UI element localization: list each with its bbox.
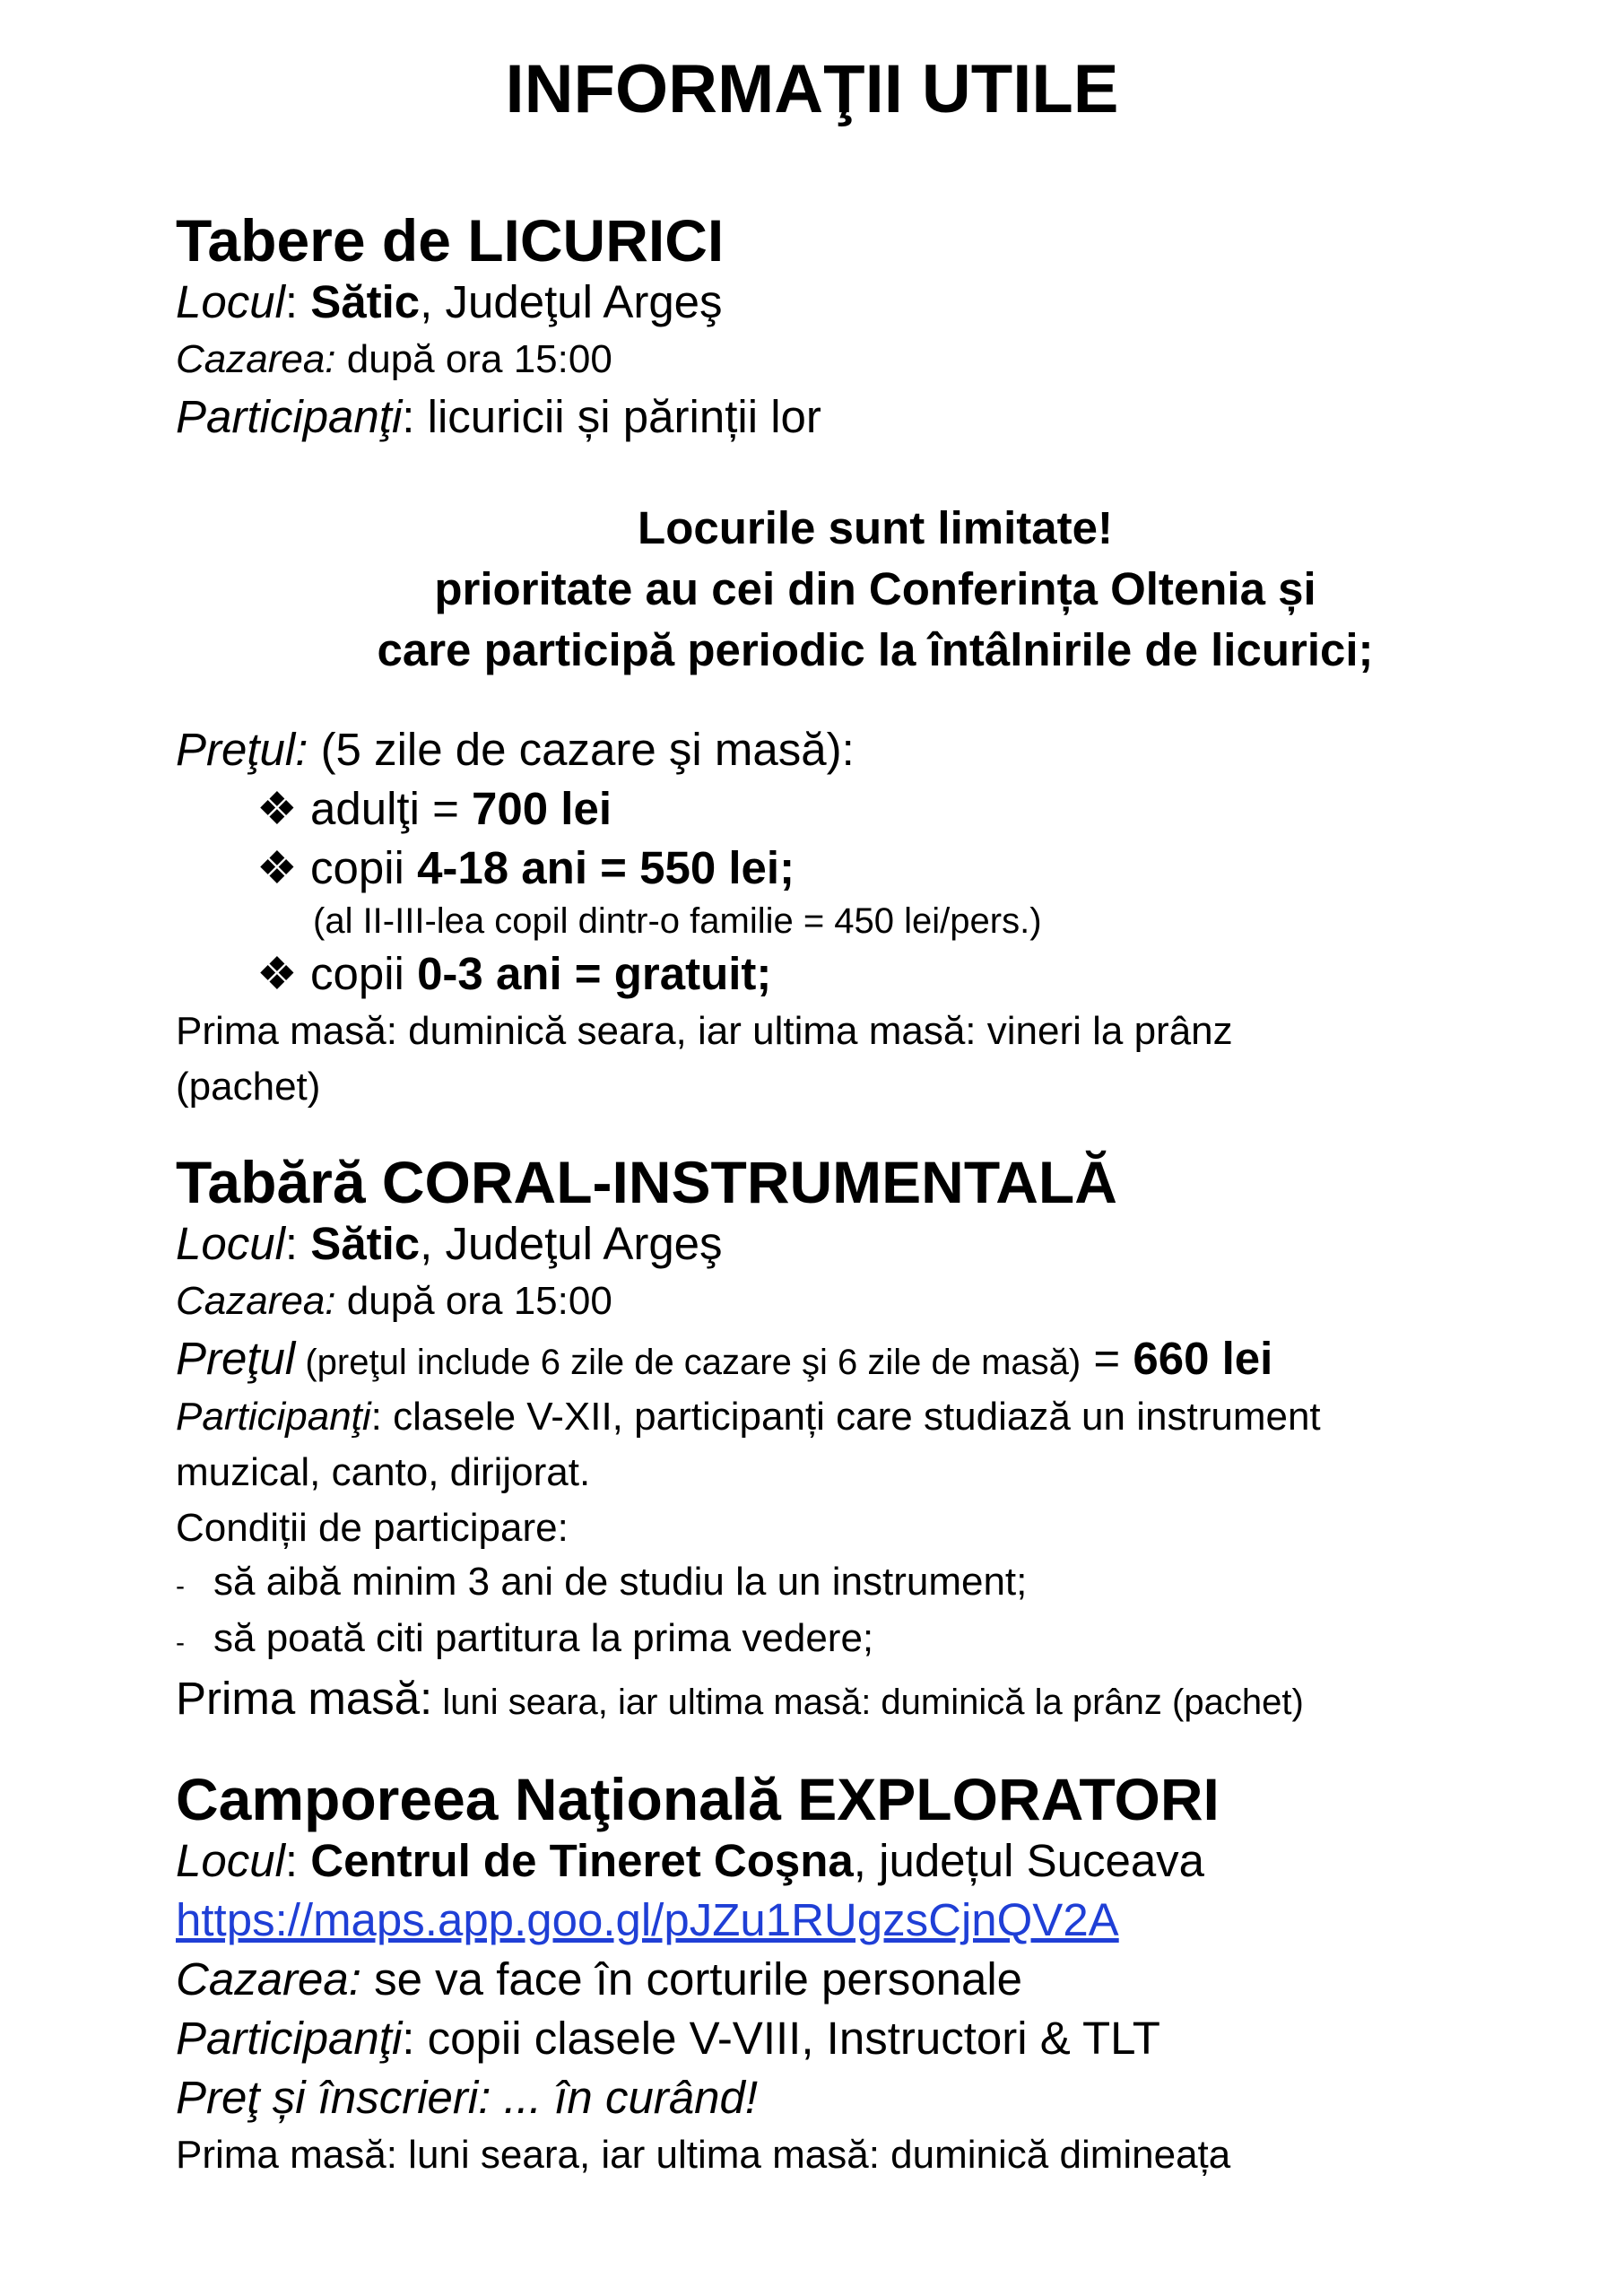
meals-line-continued: (pachet): [176, 1065, 321, 1109]
section-heading: Tabără CORAL-INSTRUMENTALĂ: [176, 1149, 1117, 1215]
condition-item: - să poată citi partitura la prima vedere;: [176, 1613, 1575, 1669]
notice-block: [176, 498, 1575, 681]
meals-line: Prima masă: luni seara, iar ultima masă: duminică dimineața: [176, 2133, 1231, 2177]
notice-line: prioritate au cei din Conferința Oltenia și: [434, 563, 1316, 614]
section-heading: Tabere de LICURICI: [176, 207, 725, 274]
accommodation-line: Cazarea: se va face în corturile personale: [176, 1953, 1023, 2005]
section-camporee: [176, 1767, 1575, 2183]
price-item-adults: ❖ adulţi = 700 lei: [176, 779, 1575, 839]
location-line: Locul: Sătic, Judeţul Argeş: [176, 276, 723, 327]
page-title: INFORMAŢII UTILE: [505, 51, 1119, 127]
diamond-bullet-icon: ❖: [256, 842, 298, 893]
meals-line: Prima masă: luni seara, iar ultima masă: duminică la prânz (pachet): [176, 1673, 1304, 1724]
participants-line: Participanţi: copii clasele V-VIII, Instructori & TLT: [176, 2013, 1160, 2064]
price-item-children-4-18: ❖ copii 4-18 ani = 550 lei;: [176, 839, 1575, 898]
maps-link[interactable]: https://maps.app.goo.gl/pJZu1RUgzsCjnQV2A: [176, 1894, 1119, 1945]
participants-line-continued: muzical, canto, dirijorat.: [176, 1450, 591, 1494]
conditions-label: Condiții de participare:: [176, 1506, 569, 1550]
diamond-bullet-icon: ❖: [256, 948, 298, 999]
price-line: Preţul: (5 zile de cazare şi masă):: [176, 724, 855, 775]
section-heading: Camporeea Naţională EXPLORATORI: [176, 1766, 1220, 1832]
price-line: Preţul (preţul include 6 zile de cazare şi 6 zile de masă) = 660 lei: [176, 1333, 1273, 1384]
participants-line: Participanţi: clasele V-XII, participanți care studiază un instrument: [176, 1395, 1321, 1439]
section-licurici: [176, 208, 1575, 447]
dash-bullet-icon: -: [176, 1628, 185, 1657]
location-line: Locul: Centrul de Tineret Coşna, județul Suceava: [176, 1835, 1205, 1886]
price-line: Preţ și înscrieri: ... în curând!: [176, 2072, 759, 2123]
diamond-bullet-icon: ❖: [256, 783, 298, 834]
accommodation-line: Cazarea: după ora 15:00: [176, 337, 612, 381]
accommodation-line: Cazarea: după ora 15:00: [176, 1279, 612, 1323]
participants-line: Participanţi: licuricii și părinții lor: [176, 391, 821, 442]
price-note: (al II-III-lea copil dintr-o familie = 450 lei/pers.): [313, 901, 1042, 941]
price-item-children-0-3: ❖ copii 0-3 ani = gratuit;: [176, 944, 1575, 1004]
condition-item: - să aibă minim 3 ani de studiu la un instrument;: [176, 1556, 1575, 1613]
dash-bullet-icon: -: [176, 1571, 185, 1601]
meals-line: Prima masă: duminică seara, iar ultima masă: vineri la prânz: [176, 1009, 1233, 1053]
price-block-licurici: [176, 720, 1575, 1115]
location-line: Locul: Sătic, Judeţul Argeş: [176, 1218, 723, 1269]
notice-line: Locurile sunt limitate!: [638, 502, 1113, 553]
notice-line: care participă periodic la întâlnirile de licurici;: [377, 624, 1374, 675]
section-coral: [176, 1150, 1575, 1729]
